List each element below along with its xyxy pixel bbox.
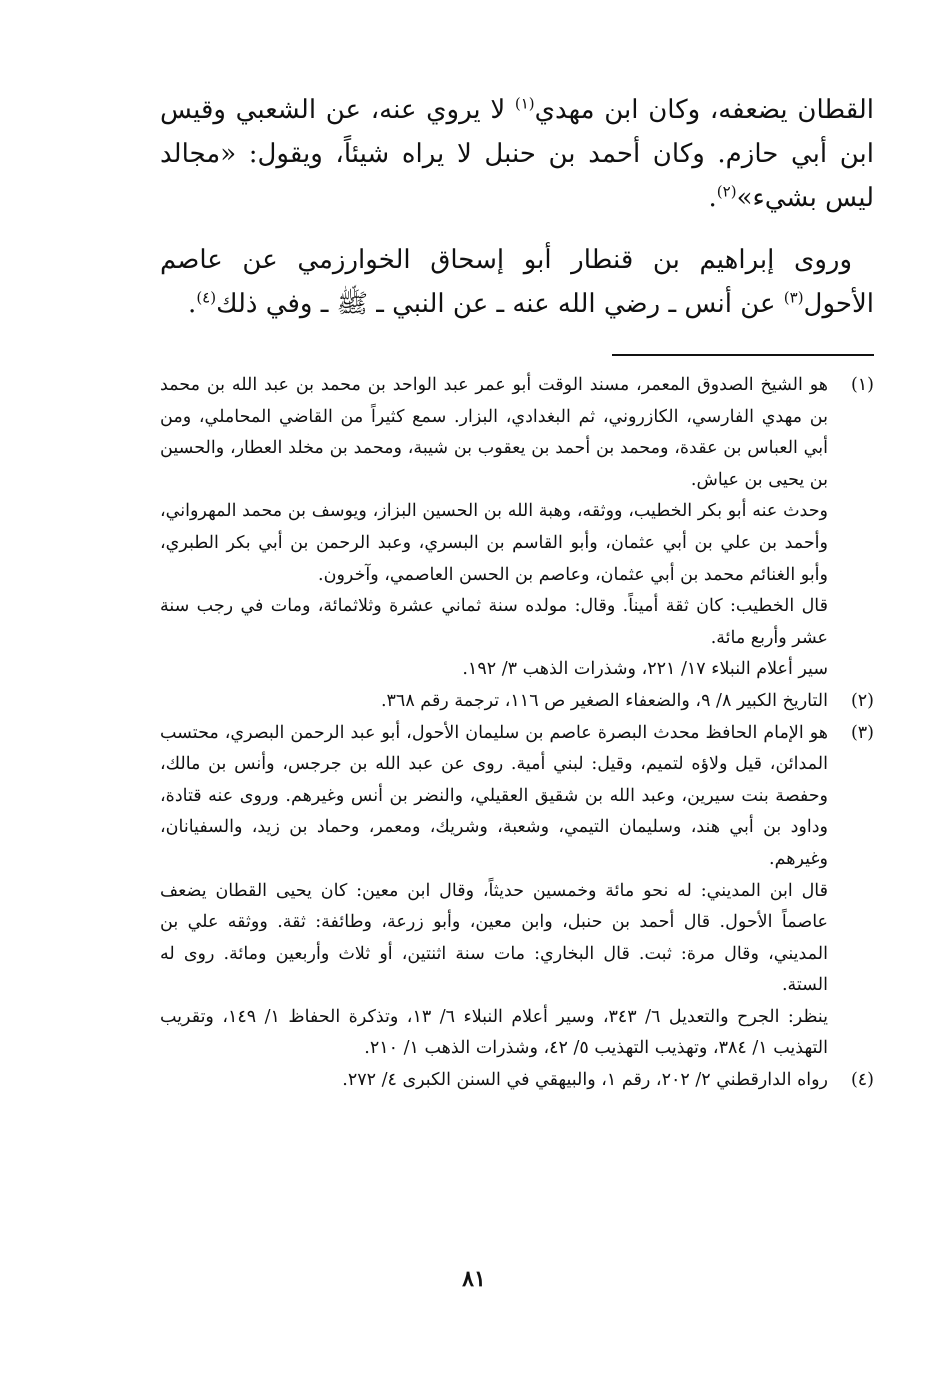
- footnotes: [160, 370, 874, 1097]
- page-number: ٨١: [462, 1266, 486, 1292]
- footnote-body: [160, 718, 828, 1066]
- footnote-paragraph: هو الشيخ الصدوق المعمر، مسند الوقت أبو عمر عبد الواحد بن محمد بن عبد الله بن محمد بن مهدي الفارسي، الكازروني، ثم البغدادي، البزار. سمع كثيراً من القاضي المحاملي، ومن أبي العباس بن عقدة، ومحمد بن أحمد بن يعقوب بن شيبة، ومحمد بن مخلد العطار، والحسين بن يحيى بن عياش.: [160, 375, 828, 490]
- footnote-3: [160, 718, 874, 1066]
- main-text-segment: عن أنس ـ رضي الله عنه ـ عن النبي ـ ﷺ ـ وفي ذلك: [216, 289, 784, 319]
- footnote-paragraph: قال الخطيب: كان ثقة أميناً. وقال: مولده سنة ثماني عشرة وثلاثمائة، ومات في رجب سنة عشر وأربع مائة.: [160, 596, 828, 648]
- footnote-paragraph: سير أعلام النبلاء ١٧/ ٢٢١، وشذرات الذهب ٣/ ١٩٢.: [462, 659, 828, 680]
- footnote-ref-2: (٢): [716, 182, 737, 201]
- footnote-paragraph: التاريخ الكبير ٨/ ٩، والضعفاء الصغير ص ١١٦، ترجمة رقم ٣٦٨.: [380, 690, 828, 711]
- footnote-body: [160, 686, 828, 718]
- footnote-body: [160, 370, 828, 686]
- footnote-paragraph: قال ابن المديني: له نحو مائة وخمسين حديثاً، وقال ابن معين: كان يحيى القطان يضعف عاصماً الأحول. قال أحمد بن حنبل، وابن معين، وأبو زرعة، وطائفة: ثقة. ووثقه علي بن المديني، وقال مرة: ثبت. قال البخاري: مات سنة اثنتين، أو ثلاث وأربعين ومائة. روى له الستة.: [160, 880, 828, 996]
- footnote-number: (٢): [850, 690, 874, 711]
- main-text-segment: القطان يضعفه، وكان ابن مهدي: [534, 95, 875, 125]
- footnote-1: [160, 370, 874, 686]
- footnote-paragraph: رواه الدارقطني ٢/ ٢٠٢، رقم ١، والبيهقي في السنن الكبرى ٤/ ٢٧٢.: [342, 1070, 828, 1091]
- footnote-ref-3: (٣): [783, 288, 804, 307]
- footnote-number: (١): [850, 375, 874, 395]
- footnote-number: (٣): [850, 722, 874, 743]
- main-paragraph-2: [160, 238, 874, 326]
- footnote-paragraph: ينظر: الجرح والتعديل ٦/ ٣٤٣، وسير أعلام النبلاء ٦/ ١٣، وتذكرة الحفاظ ١/ ١٤٩، وتقريب التهذيب ١/ ٣٨٤، وتهذيب التهذيب ٥/ ٤٢، وشذرات الذهب ١/ ٢١٠.: [160, 1006, 828, 1059]
- footnote-body: [160, 1065, 828, 1097]
- footnote-2: [160, 686, 874, 718]
- footnote-paragraph: وحدث عنه أبو بكر الخطيب، ووثقه، وهبة الله بن الحسين البزاز، ويوسف بن محمد المهرواني، وأحمد بن علي بن أبي عثمان، وأبو القاسم بن البسري، وعبد الرحمن بن أبي بكر الطبري، وأبو الغنائم محمد بن أبي عثمان، وعاصم بن الحسن العاصمي، وآخرون.: [160, 501, 828, 585]
- footnote-4: [160, 1065, 874, 1097]
- main-text-segment: لا يروي عنه، عن الشعبي وقيس ابن أبي حازم. وكان أحمد بن حنبل لا يراه شيئاً، ويقول: «مجالد ليس بشيء»: [160, 95, 874, 213]
- footnote-paragraph: هو الإمام الحافظ محدث البصرة عاصم بن سليمان الأحول، أبو عبد الرحمن البصري، محتسب المدائن، قيل ولاؤه لتميم، وقيل: لبني أمية. روى عن عبد الله بن جرجس، وأنس بن مالك، وحفصة بنت سيرين، وعبد الله بن شقيق العقيلي، والنضر بن أنس وغيرهم. وروى عنه قتادة، وداود بن أبي هند، وسليمان التيمي، وشعبة، وشريك، ومعمر، وحماد بن زيد، والسفيانان، وغيرهم.: [160, 722, 828, 869]
- footnote-ref-4: (٤): [196, 288, 217, 307]
- main-text-segment: .: [188, 289, 197, 319]
- book-page: [160, 88, 874, 1097]
- footnote-number: (٤): [850, 1070, 874, 1091]
- main-text-segment: .: [708, 183, 717, 213]
- main-paragraph-1: [160, 88, 874, 220]
- footnote-ref-1: (١): [514, 94, 535, 113]
- main-text-segment: وروى إبراهيم بن قنطار أبو إسحاق الخوارزمي عن عاصم الأحول: [160, 245, 874, 319]
- main-text: [160, 88, 874, 326]
- footnote-separator: [612, 354, 874, 356]
